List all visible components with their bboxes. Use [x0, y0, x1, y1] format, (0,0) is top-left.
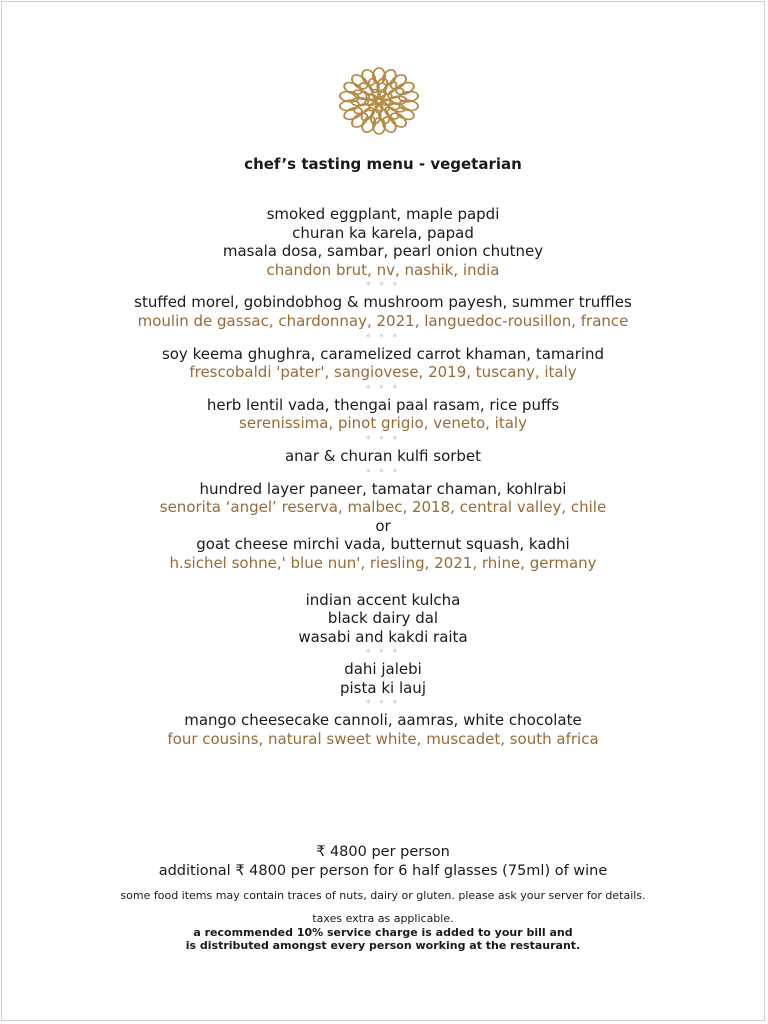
dish-line: mango cheesecake cannoli, aamras, white chocolate [184, 711, 582, 730]
price-per-person: ₹ 4800 per person [316, 844, 450, 860]
course-separator: * * * [365, 383, 401, 394]
dish-line: hundred layer paneer, tamatar chaman, kohlrabi [199, 479, 567, 498]
course-separator: * * * [365, 467, 401, 478]
pricing-section [2, 843, 764, 952]
wine-pairing: frescobaldi 'pater', sangiovese, 2019, tuscany, italy [189, 363, 577, 382]
dish-line: stuffed morel, gobindobhog & mushroom payesh, summer truffles [134, 293, 632, 312]
wine-pairing: four cousins, natural sweet white, muscadet, south africa [167, 730, 599, 749]
service-charge-note: a recommended 10% service charge is added to your bill and [193, 926, 573, 939]
course-list [2, 205, 764, 749]
flower-emblem-icon [335, 66, 423, 136]
wine-pairing-price: additional ₹ 4800 per person for 6 half glasses (75ml) of wine [158, 863, 608, 879]
wine-pairing: serenissima, pinot grigio, veneto, italy [239, 414, 527, 433]
menu-title: chef’s tasting menu - vegetarian [244, 155, 522, 173]
dish-line: smoked eggplant, maple papdi [266, 205, 500, 223]
allergen-note: some food items may contain traces of nuts, dairy or gluten. please ask your server for details. [120, 889, 646, 902]
dish-line: indian accent kulcha [305, 590, 461, 609]
dish-line: pista ki lauj [339, 678, 426, 697]
wine-pairing: h.sichel sohne,' blue nun', riesling, 2021, rhine, germany [169, 553, 597, 572]
wine-pairing: chandon brut, nv, nashik, india [266, 260, 500, 279]
wine-pairing: senorita ‘angel’ reserva, malbec, 2018, central valley, chile [159, 498, 607, 517]
service-charge-note: is distributed amongst every person working at the restaurant. [185, 939, 581, 952]
course-separator: * * * [365, 332, 401, 343]
wine-pairing: moulin de gassac, chardonnay, 2021, languedoc-rousillon, france [137, 311, 629, 330]
course-separator: * * * [365, 281, 401, 292]
dish-line: soy keema ghughra, caramelized carrot khaman, tamarind [161, 344, 605, 363]
course-separator: * * * [365, 648, 401, 659]
dish-line: wasabi and kakdi raita [298, 627, 468, 646]
dish-line: dahi jalebi [344, 660, 422, 679]
dish-line: goat cheese mirchi vada, butternut squash, kadhi [196, 535, 570, 554]
or-divider: or [375, 516, 391, 535]
course-separator: * * * [365, 699, 401, 710]
course-separator: * * * [365, 434, 401, 445]
dish-line: churan ka karela, papad [292, 223, 474, 242]
dish-line: black dairy dal [327, 609, 439, 628]
dish-line: masala dosa, sambar, pearl onion chutney [222, 242, 544, 261]
spacer [2, 573, 764, 591]
menu-page [1, 1, 765, 1021]
dish-line: anar & churan kulfi sorbet [284, 446, 482, 465]
tax-note: taxes extra as applicable. [312, 912, 454, 925]
dish-line: herb lentil vada, thengai paal rasam, rice puffs [206, 395, 560, 414]
